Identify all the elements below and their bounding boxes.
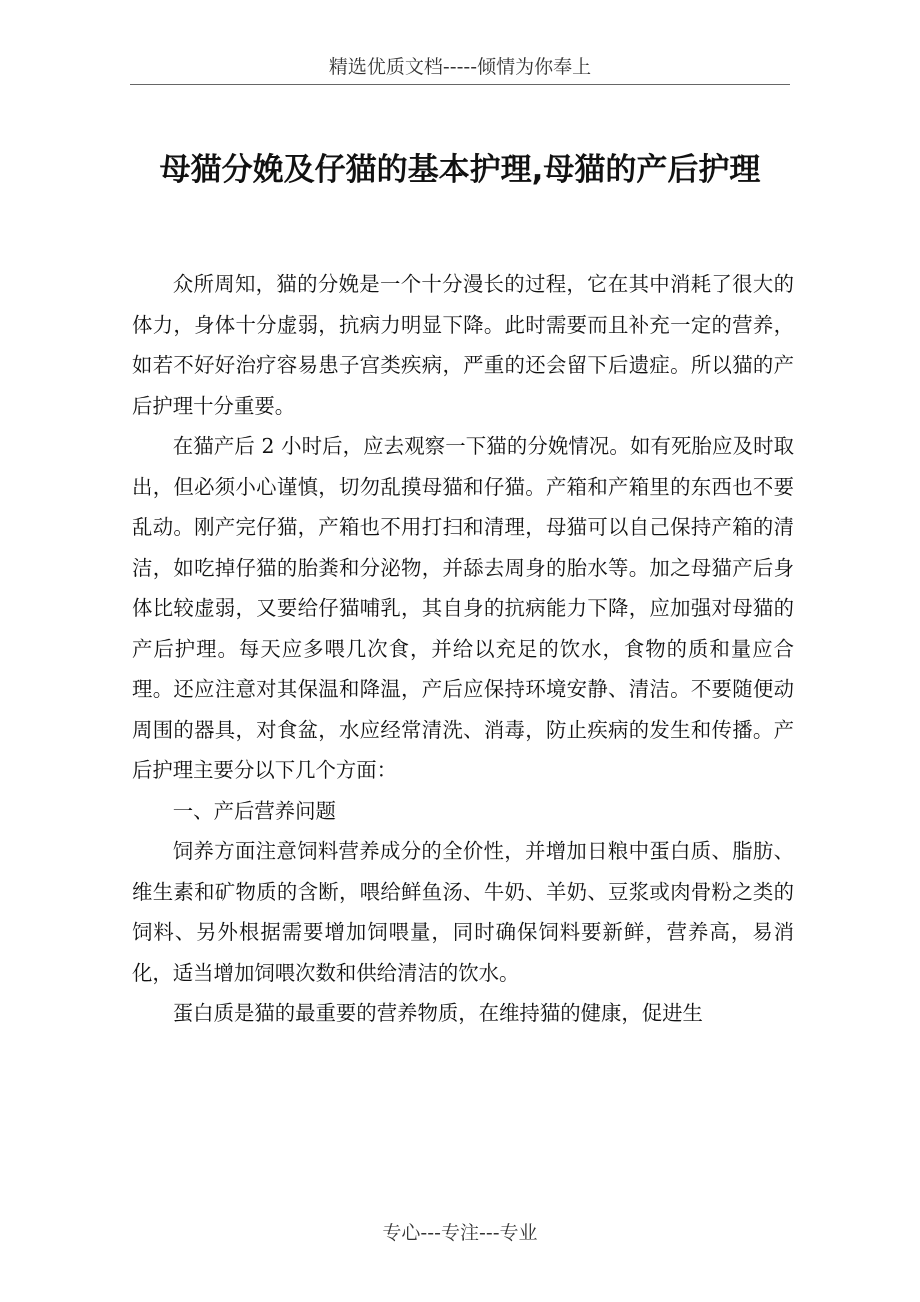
section-heading: 一、产后营养问题 [172,798,336,823]
paragraph: 在猫产后 2 小时后，应去观察一下猫的分娩情况。如有死胎应及时取出，但必须小心谨慎，切勿乱摸母猫和仔猫。产箱和产箱里的东西也不要乱动。刚产完仔猫，产箱也不用打扫和清理，母猫可以自己保持产箱的清洁，如吃掉仔猫的胎粪和分泌物，并舔去周身的胎水等。加之母猫产后身体比较虚弱，又要给仔猫哺乳，其自身的抗病能力下降，应加强对母猫的产后护理。每天应多喂几次食，并给以充足的饮水，食物的质和量应合理。还应注意对其保温和降温，产后应保持环境安静、清洁。不要随便动周围的器具，对食盆，水应经常清洗、消毒，防止疾病的发生和传播。产后护理主要分以下几个方面： [132,434,794,782]
paragraph: 蛋白质是猫的最重要的营养物质，在维持猫的健康，促进生 [172,1001,703,1025]
header-divider [130,84,790,85]
document-body [132,264,794,1034]
page-footer: 专心---专注---专业 [382,1222,538,1244]
paragraph: 饲养方面注意饲料营养成分的全价性，并增加日粮中蛋白质、脂肪、维生素和矿物质的含断，喂给鲜鱼汤、牛奶、羊奶、豆浆或肉骨粉之类的饲料、另外根据需要增加饲喂量，同时确保饲料要新鲜，营养高，易消化，适当增加饲喂次数和供给清洁的饮水。 [132,839,794,985]
document-title: 母猫分娩及仔猫的基本护理,母猫的产后护理 [159,152,761,188]
page-header: 精选优质文档-----倾情为你奉上 [328,56,592,78]
paragraph: 众所周知，猫的分娩是一个十分漫长的过程，它在其中消耗了很大的体力，身体十分虚弱，抗病力明显下降。此时需要而且补充一定的营养，如若不好好治疗容易患子宫类疾病，严重的还会留下后遗症。所以猫的产后护理十分重要。 [132,272,794,418]
